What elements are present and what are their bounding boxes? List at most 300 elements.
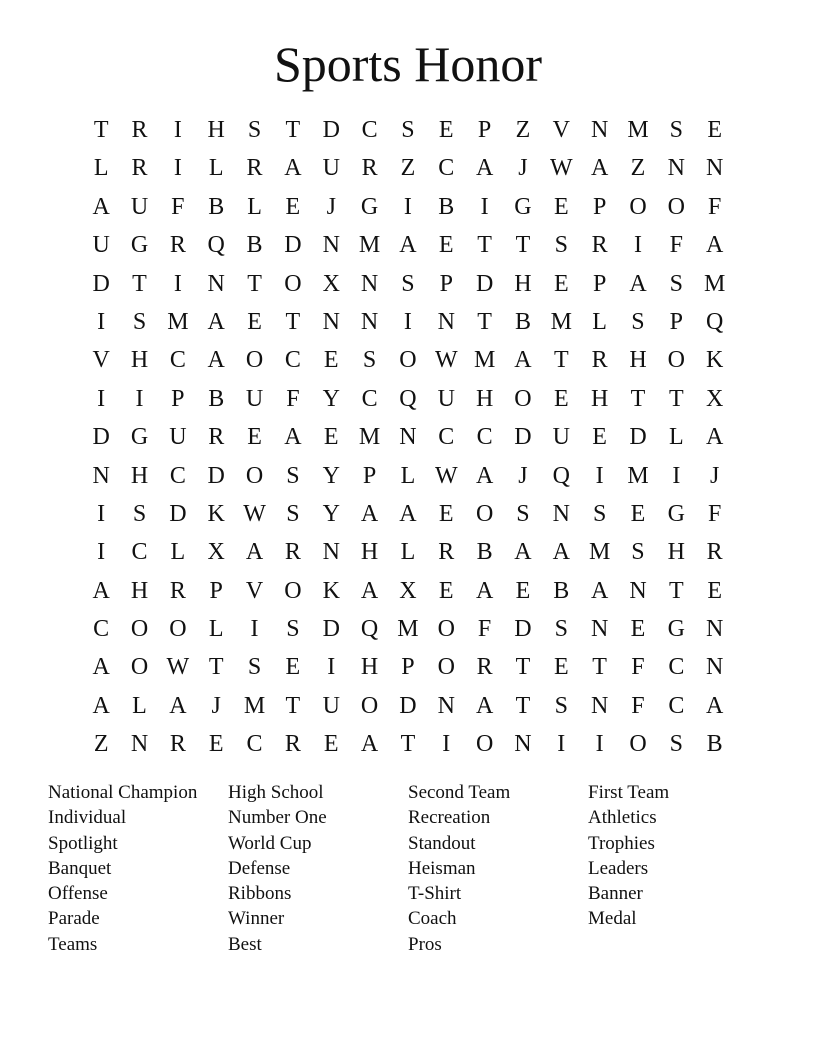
grid-letter: Z: [400, 155, 416, 182]
grid-letter: E: [707, 117, 722, 143]
grid-letter: X: [706, 385, 724, 412]
grid-letter: Q: [399, 385, 417, 412]
grid-letter: G: [514, 193, 532, 220]
grid-letter: O: [629, 193, 647, 220]
grid-letter: P: [439, 270, 453, 297]
grid-letter: F: [707, 500, 722, 527]
grid-row: [82, 495, 734, 533]
grid-letter: S: [554, 692, 568, 719]
grid-letter: S: [554, 616, 568, 643]
grid-letter: A: [706, 232, 724, 259]
grid-letter: D: [514, 424, 532, 451]
grid-letter: T: [285, 117, 301, 143]
word-item: Ribbons: [228, 883, 292, 905]
grid-letter: N: [130, 731, 149, 758]
grid-row: [82, 341, 734, 379]
grid-letter: G: [667, 616, 685, 643]
grid-letter: N: [667, 155, 685, 182]
grid-letter: N: [629, 577, 647, 604]
grid-letter: W: [549, 155, 573, 182]
grid-letter: E: [285, 193, 301, 220]
grid-letter: O: [284, 270, 302, 297]
grid-letter: E: [553, 654, 569, 681]
grid-letter: I: [250, 616, 259, 643]
grid-letter: I: [97, 500, 106, 527]
grid-letter: E: [438, 232, 454, 259]
grid-letter: C: [284, 347, 301, 374]
grid-letter: N: [322, 308, 340, 335]
grid-letter: E: [630, 616, 646, 643]
grid-letter: T: [208, 654, 224, 681]
grid-letter: N: [399, 424, 417, 451]
grid-letter: D: [399, 692, 417, 719]
grid-row: [82, 457, 734, 495]
grid-letter: P: [592, 270, 607, 297]
grid-letter: U: [322, 692, 340, 719]
grid-letter: Y: [322, 462, 340, 489]
grid-letter: D: [92, 270, 110, 297]
grid-letter: E: [438, 577, 454, 604]
grid-letter: A: [169, 692, 187, 719]
grid-letter: C: [246, 731, 263, 758]
grid-letter: C: [361, 117, 378, 143]
grid-letter: I: [633, 232, 642, 259]
grid-letter: A: [360, 731, 379, 758]
grid-letter: L: [247, 193, 262, 220]
grid-letter: B: [208, 385, 225, 412]
grid-letter: C: [438, 424, 455, 451]
grid-letter: S: [247, 117, 262, 143]
grid-letter: E: [247, 424, 262, 451]
grid-letter: S: [669, 270, 683, 297]
grid-letter: I: [135, 385, 144, 412]
grid-letter: G: [667, 500, 685, 527]
grid-row: [82, 111, 734, 149]
grid-letter: J: [211, 692, 221, 719]
grid-letter: F: [669, 232, 683, 259]
grid-letter: W: [166, 654, 190, 681]
grid-letter: A: [590, 577, 609, 604]
grid-letter: A: [706, 692, 724, 719]
word-item: Second Team: [408, 782, 511, 803]
word-column: [228, 780, 408, 957]
grid-letter: E: [553, 193, 569, 220]
grid-letter: C: [668, 692, 685, 719]
grid-letter: L: [400, 462, 416, 489]
word-item: T-Shirt: [408, 883, 462, 905]
grid-letter: J: [326, 193, 336, 220]
grid-letter: R: [169, 232, 186, 259]
grid-letter: B: [246, 232, 263, 259]
grid-letter: F: [171, 193, 185, 220]
grid-letter: H: [130, 577, 149, 604]
grid-letter: I: [97, 539, 106, 566]
grid-letter: E: [515, 577, 531, 604]
grid-letter: O: [284, 577, 302, 604]
grid-letter: W: [243, 500, 266, 527]
grid-letter: M: [243, 692, 266, 719]
grid-letter: D: [629, 424, 647, 451]
grid-letter: P: [669, 308, 683, 335]
grid-letter: T: [477, 308, 492, 335]
word-item: Teams: [48, 933, 98, 955]
grid-letter: U: [322, 155, 340, 182]
grid-letter: C: [668, 654, 685, 681]
grid-letter: S: [669, 117, 683, 143]
grid-letter: S: [516, 500, 530, 527]
grid-letter: S: [286, 616, 300, 643]
grid-letter: M: [627, 462, 649, 489]
grid-letter: F: [707, 193, 722, 220]
grid-letter: O: [475, 731, 494, 758]
word-item: Pros: [408, 933, 442, 955]
grid-letter: E: [592, 424, 607, 451]
grid-letter: E: [438, 117, 454, 143]
grid-letter: E: [553, 385, 569, 412]
grid-row: [82, 572, 734, 610]
grid-letter: I: [480, 193, 489, 220]
grid-letter: P: [171, 385, 185, 412]
grid-letter: Q: [706, 308, 724, 335]
grid-letter: N: [322, 232, 340, 259]
grid-letter: A: [284, 424, 302, 451]
grid-letter: R: [706, 539, 723, 566]
grid-letter: E: [553, 270, 569, 297]
word-item: World Cup: [228, 832, 312, 854]
grid-letter: T: [515, 654, 531, 681]
grid-row: [82, 687, 734, 725]
grid-letter: H: [629, 347, 647, 374]
grid-letter: C: [169, 347, 186, 374]
word-item: Heisman: [408, 857, 476, 879]
grid-letter: D: [92, 424, 110, 451]
word-item: Banner: [588, 883, 643, 905]
grid-letter: O: [169, 616, 187, 643]
grid-letter: N: [437, 692, 455, 719]
grid-letter: S: [132, 500, 147, 527]
grid-letter: A: [514, 347, 532, 374]
grid-letter: I: [97, 385, 106, 412]
grid-letter: M: [588, 539, 611, 566]
grid-letter: T: [515, 232, 531, 259]
word-item: Spotlight: [48, 832, 118, 854]
grid-letter: R: [284, 731, 301, 758]
grid-row: [82, 648, 734, 686]
grid-letter: S: [631, 539, 645, 566]
grid-letter: W: [434, 347, 458, 374]
grid-letter: T: [553, 347, 569, 374]
grid-letter: S: [592, 500, 607, 527]
grid-letter: O: [667, 193, 685, 220]
word-item: Offense: [48, 883, 108, 905]
grid-letter: A: [629, 270, 647, 297]
grid-letter: H: [360, 654, 379, 681]
grid-letter: N: [590, 616, 609, 643]
grid-letter: Z: [93, 731, 109, 758]
grid-letter: A: [475, 577, 494, 604]
grid-letter: A: [590, 155, 609, 182]
grid-letter: E: [247, 308, 262, 335]
grid-letter: O: [629, 731, 647, 758]
grid-letter: E: [323, 424, 339, 451]
grid-letter: J: [710, 462, 720, 489]
grid-row: [82, 303, 734, 341]
grid-letter: S: [631, 308, 645, 335]
grid-letter: C: [438, 155, 455, 182]
grid-letter: H: [130, 462, 149, 489]
word-item: Recreation: [408, 807, 491, 829]
grid-letter: H: [130, 347, 149, 374]
grid-letter: R: [438, 539, 455, 566]
grid-letter: I: [97, 308, 106, 335]
grid-row: [82, 226, 734, 264]
grid-letter: O: [399, 347, 417, 374]
grid-letter: P: [209, 577, 223, 604]
grid-letter: L: [132, 692, 147, 719]
grid-letter: R: [169, 577, 186, 604]
grid-letter: M: [358, 424, 381, 451]
grid-row: [82, 265, 734, 303]
grid-letter: J: [518, 462, 528, 489]
grid-letter: C: [131, 539, 148, 566]
grid-letter: R: [131, 155, 148, 182]
grid-letter: R: [169, 731, 186, 758]
grid-letter: N: [590, 692, 609, 719]
grid-letter: Q: [360, 616, 379, 643]
grid-letter: O: [360, 692, 379, 719]
grid-letter: L: [400, 539, 416, 566]
grid-letter: I: [403, 193, 412, 220]
grid-letter: I: [442, 731, 451, 758]
grid-letter: G: [130, 232, 149, 259]
grid-letter: Q: [552, 462, 570, 489]
grid-letter: A: [207, 308, 225, 335]
grid-letter: T: [668, 385, 684, 412]
grid-letter: O: [667, 347, 685, 374]
grid-row: [82, 418, 734, 456]
word-item: Winner: [228, 908, 285, 930]
grid-letter: B: [476, 539, 493, 566]
word-list: [48, 780, 768, 957]
grid-letter: A: [92, 654, 110, 681]
grid-letter: T: [247, 270, 262, 297]
grid-letter: P: [592, 193, 607, 220]
grid-letter: O: [437, 654, 455, 681]
grid-letter: F: [477, 616, 492, 643]
grid-letter: H: [360, 539, 379, 566]
grid-letter: S: [401, 270, 415, 297]
grid-letter: D: [514, 616, 532, 643]
grid-letter: M: [358, 232, 381, 259]
word-item: National Champion: [48, 782, 198, 803]
grid-letter: L: [668, 424, 684, 451]
grid-letter: T: [477, 232, 492, 259]
grid-letter: G: [360, 193, 379, 220]
grid-letter: E: [707, 577, 722, 604]
word-column: [588, 780, 768, 957]
grid-letter: O: [130, 654, 149, 681]
grid-letter: Y: [322, 500, 340, 527]
grid-letter: N: [360, 308, 379, 335]
word-item: Leaders: [588, 857, 649, 879]
grid-row: [82, 610, 734, 648]
grid-letter: D: [322, 117, 340, 143]
grid-letter: V: [92, 347, 110, 374]
grid-letter: Y: [322, 385, 340, 412]
grid-letter: T: [515, 692, 531, 719]
grid-letter: E: [323, 731, 339, 758]
word-item: Parade: [48, 908, 100, 930]
grid-letter: P: [401, 654, 415, 681]
grid-letter: M: [167, 308, 189, 335]
grid-letter: H: [590, 385, 609, 412]
grid-letter: S: [286, 500, 300, 527]
grid-letter: W: [434, 462, 458, 489]
grid-letter: I: [595, 731, 604, 758]
grid-letter: S: [401, 117, 415, 143]
grid-letter: R: [246, 155, 263, 182]
grid-letter: N: [92, 462, 110, 489]
grid-letter: F: [631, 654, 645, 681]
grid-row: [82, 149, 734, 187]
grid-letter: R: [284, 539, 301, 566]
grid-letter: B: [438, 193, 455, 220]
grid-letter: D: [322, 616, 340, 643]
grid-letter: A: [514, 539, 532, 566]
grid-letter: N: [552, 500, 570, 527]
grid-row: [82, 188, 734, 226]
grid-letter: A: [475, 462, 494, 489]
grid-letter: N: [360, 270, 379, 297]
grid-letter: R: [476, 654, 493, 681]
grid-letter: N: [514, 731, 532, 758]
grid-letter: L: [208, 155, 224, 182]
grid-letter: S: [554, 232, 568, 259]
grid-letter: U: [245, 385, 264, 412]
word-item: Best: [228, 933, 262, 955]
page-title: Sports Honor: [273, 36, 543, 92]
grid-letter: B: [553, 577, 570, 604]
grid-letter: I: [403, 308, 412, 335]
grid-letter: M: [473, 347, 496, 374]
grid-letter: T: [285, 308, 301, 335]
grid-letter: I: [173, 270, 182, 297]
grid-letter: O: [475, 500, 494, 527]
grid-letter: V: [245, 577, 264, 604]
grid-letter: J: [518, 155, 528, 182]
grid-letter: M: [397, 616, 419, 643]
grid-letter: U: [130, 193, 149, 220]
word-item: Defense: [228, 857, 291, 879]
grid-letter: N: [207, 270, 225, 297]
grid-letter: A: [245, 539, 264, 566]
grid-letter: B: [514, 308, 531, 335]
grid-letter: C: [169, 462, 186, 489]
grid-letter: K: [706, 347, 724, 374]
grid-letter: T: [592, 654, 607, 681]
grid-letter: A: [92, 193, 110, 220]
word-item: Number One: [228, 807, 327, 829]
grid-letter: M: [704, 270, 726, 297]
grid-letter: F: [286, 385, 300, 412]
grid-letter: V: [552, 117, 570, 143]
grid-letter: E: [323, 347, 339, 374]
grid-letter: A: [360, 577, 379, 604]
grid-letter: N: [322, 539, 340, 566]
grid-letter: T: [285, 692, 301, 719]
grid-letter: L: [208, 616, 224, 643]
grid-letter: R: [131, 117, 148, 143]
grid-letter: O: [130, 616, 149, 643]
word-column: [408, 780, 588, 957]
grid-letter: K: [207, 500, 225, 527]
grid-letter: O: [245, 347, 264, 374]
grid-letter: A: [552, 539, 570, 566]
grid-letter: S: [247, 654, 262, 681]
grid-letter: I: [173, 155, 182, 182]
grid-letter: Z: [515, 117, 531, 143]
grid-letter: C: [93, 616, 110, 643]
grid-letter: B: [208, 193, 225, 220]
grid-letter: O: [245, 462, 264, 489]
grid-row: [82, 725, 734, 763]
grid-letter: A: [475, 155, 494, 182]
grid-letter: U: [169, 424, 187, 451]
word-column: [48, 780, 228, 957]
grid-row: [82, 533, 734, 571]
grid-letter: G: [130, 424, 149, 451]
grid-letter: N: [706, 654, 724, 681]
grid-letter: U: [437, 385, 455, 412]
grid-letter: L: [592, 308, 607, 335]
word-item: Banquet: [48, 857, 112, 879]
grid-letter: H: [207, 117, 225, 143]
grid-letter: A: [360, 500, 379, 527]
grid-letter: N: [590, 117, 609, 143]
grid-letter: H: [514, 270, 532, 297]
grid-letter: F: [631, 692, 645, 719]
grid-letter: E: [285, 654, 301, 681]
grid-letter: Q: [207, 232, 225, 259]
word-item: Coach: [408, 908, 457, 930]
grid-letter: A: [207, 347, 225, 374]
grid-letter: O: [437, 616, 455, 643]
grid-letter: A: [284, 155, 302, 182]
grid-letter: I: [595, 462, 604, 489]
grid-letter: D: [169, 500, 187, 527]
grid-letter: C: [361, 385, 378, 412]
grid-letter: S: [669, 731, 683, 758]
grid-letter: X: [207, 539, 225, 566]
grid-letter: S: [286, 462, 300, 489]
grid-letter: H: [475, 385, 494, 412]
grid-letter: A: [475, 692, 494, 719]
grid-letter: B: [706, 731, 723, 758]
grid-letter: A: [92, 577, 110, 604]
grid-letter: A: [706, 424, 724, 451]
grid-letter: T: [400, 731, 416, 758]
grid-letter: E: [438, 500, 454, 527]
grid-letter: A: [399, 232, 417, 259]
word-item: First Team: [588, 782, 670, 803]
grid-letter: T: [668, 577, 684, 604]
grid-letter: E: [630, 500, 646, 527]
grid-letter: A: [399, 500, 417, 527]
grid-letter: T: [132, 270, 147, 297]
word-item: Medal: [588, 908, 637, 930]
grid-letter: X: [399, 577, 417, 604]
grid-letter: H: [667, 539, 685, 566]
